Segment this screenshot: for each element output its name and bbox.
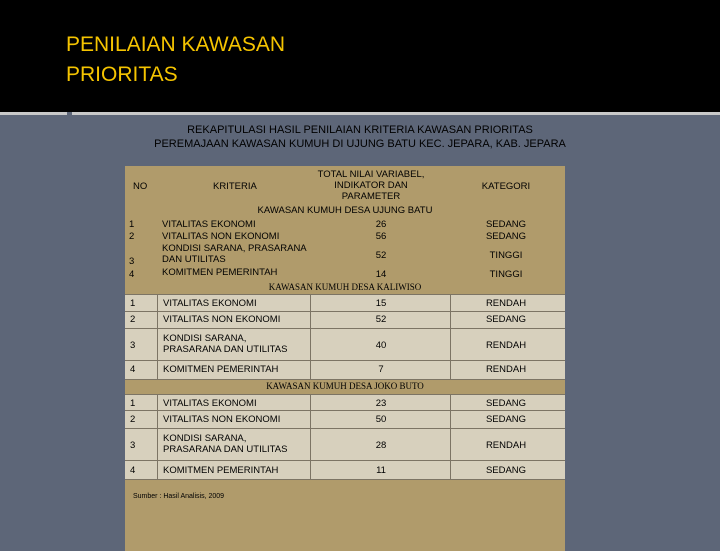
row-total: 52 <box>375 314 387 325</box>
header-total-line-3: PARAMETER <box>341 191 401 202</box>
row-kriteria: VITALITAS NON EKONOMI <box>162 231 280 242</box>
row-total: 7 <box>378 364 384 375</box>
row-kriteria <box>162 243 307 265</box>
row-no: 4 <box>130 465 136 476</box>
header-total-line-1: TOTAL NILAI VARIABEL, <box>317 169 425 180</box>
slide-header <box>0 0 720 112</box>
row-total: 52 <box>375 250 387 261</box>
row-divider <box>125 294 565 295</box>
row-kriteria-line-2: PRASARANA DAN UTILITAS <box>163 444 288 455</box>
row-kriteria-line-2: PRASARANA DAN UTILITAS <box>163 344 288 355</box>
row-no: 3 <box>130 440 136 451</box>
row-kriteria: VITALITAS NON EKONOMI <box>163 314 281 325</box>
row-divider <box>125 311 565 312</box>
column-divider <box>450 294 451 380</box>
source-note: Sumber : Hasil Analisis, 2009 <box>133 493 225 500</box>
row-total: 56 <box>375 231 387 242</box>
row-total: 26 <box>375 219 387 230</box>
row-kriteria: VITALITAS EKONOMI <box>162 219 256 230</box>
header-no: NO <box>133 181 148 192</box>
row-no: 4 <box>130 364 136 375</box>
divider-right <box>72 112 720 115</box>
row-no: 1 <box>129 219 135 230</box>
row-kriteria: KOMITMEN PEMERINTAH <box>163 465 279 476</box>
row-kategori: SEDANG <box>485 398 527 409</box>
row-divider <box>125 428 565 429</box>
section-title: KAWASAN KUMUH DESA UJUNG BATU <box>257 205 433 216</box>
row-kriteria: VITALITAS EKONOMI <box>163 298 257 309</box>
table-caption-line-2: PEREMAJAAN KAWASAN KUMUH DI UJUNG BATU KEC. JEPARA, KAB. JEPARA <box>154 138 566 150</box>
row-total: 50 <box>375 414 387 425</box>
column-divider <box>450 394 451 480</box>
slide-title-line-2: PRIORITAS <box>66 63 178 86</box>
row-kriteria: VITALITAS EKONOMI <box>163 398 257 409</box>
row-kategori: RENDAH <box>485 298 527 309</box>
row-no: 3 <box>129 256 135 267</box>
row-kategori: SEDANG <box>485 219 527 230</box>
column-divider <box>157 294 158 380</box>
row-kategori: RENDAH <box>485 364 527 375</box>
row-divider <box>125 328 565 329</box>
row-kriteria-line-1: KONDISI SARANA, PRASARANA <box>162 243 307 254</box>
row-divider <box>125 360 565 361</box>
row-divider <box>125 394 565 395</box>
row-kategori: TINGGI <box>489 250 523 261</box>
row-total: 15 <box>375 298 387 309</box>
row-kategori: RENDAH <box>485 340 527 351</box>
row-kriteria <box>163 433 287 455</box>
row-kriteria-line-1: KONDISI SARANA, <box>163 433 247 444</box>
row-kategori: SEDANG <box>485 314 527 325</box>
row-no: 4 <box>129 269 135 280</box>
table-caption-line-1: REKAPITULASI HASIL PENILAIAN KRITERIA KAWASAN PRIORITAS <box>187 124 533 136</box>
row-kategori: RENDAH <box>485 440 527 451</box>
slide-title-line-1: PENILAIAN KAWASAN <box>66 33 286 56</box>
row-no: 1 <box>130 298 136 309</box>
row-kriteria: VITALITAS NON EKONOMI <box>163 414 281 425</box>
header-kategori: KATEGORI <box>481 181 531 192</box>
row-no: 2 <box>130 414 136 425</box>
row-divider <box>125 460 565 461</box>
row-kategori: SEDANG <box>485 231 527 242</box>
row-kriteria: KOMITMEN PEMERINTAH <box>162 267 278 278</box>
row-total: 14 <box>375 269 387 280</box>
row-kategori: SEDANG <box>485 414 527 425</box>
column-divider <box>310 294 311 380</box>
row-kategori: TINGGI <box>489 269 523 280</box>
column-divider <box>310 394 311 480</box>
row-kriteria-line-2: DAN UTILITAS <box>162 254 226 265</box>
row-total: 40 <box>375 340 387 351</box>
row-divider <box>125 479 565 480</box>
row-no: 1 <box>130 398 136 409</box>
row-total: 23 <box>375 398 387 409</box>
header-total-line-2: INDIKATOR DAN <box>334 180 408 191</box>
table-caption <box>100 123 620 151</box>
row-kriteria: KOMITMEN PEMERINTAH <box>163 364 279 375</box>
row-divider <box>125 379 565 380</box>
column-divider <box>157 394 158 480</box>
row-divider <box>125 410 565 411</box>
row-no: 2 <box>129 231 135 242</box>
slide-title <box>66 30 566 90</box>
row-total: 11 <box>376 465 386 476</box>
section-title: KAWASAN KUMUH DESA KALIWISO <box>268 282 422 292</box>
row-kriteria <box>163 333 287 355</box>
section-title: KAWASAN KUMUH DESA JOKO BUTO <box>266 381 424 391</box>
row-no: 3 <box>130 340 136 351</box>
row-no: 2 <box>130 314 136 325</box>
divider-left <box>0 112 67 115</box>
header-kriteria: KRITERIA <box>213 181 257 192</box>
row-kriteria-line-1: KONDISI SARANA, <box>163 333 247 344</box>
header-total <box>296 169 446 202</box>
row-total: 28 <box>375 440 387 451</box>
row-kategori: SEDANG <box>485 465 527 476</box>
